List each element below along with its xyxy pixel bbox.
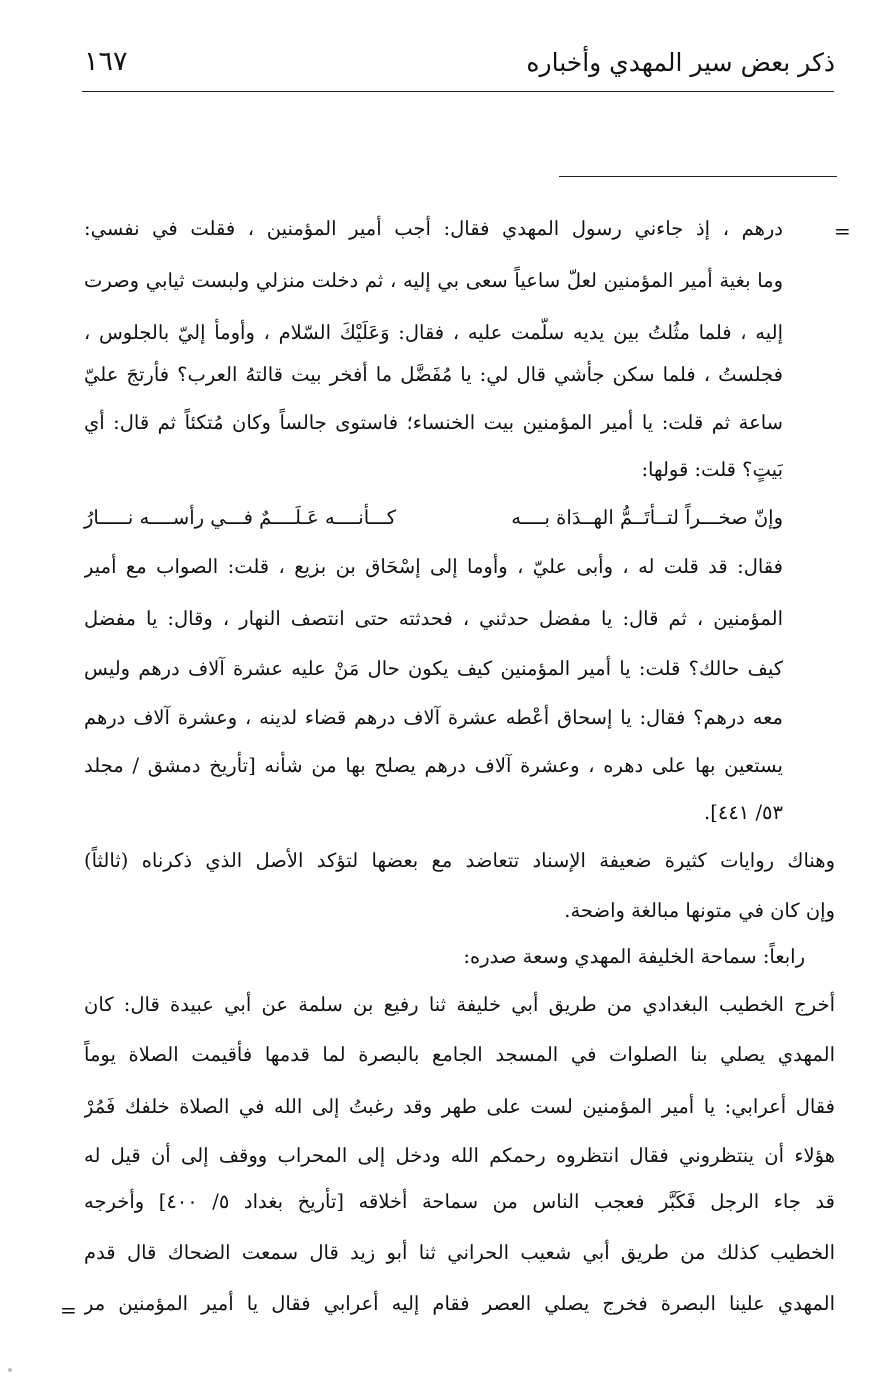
body-line: المهدي يصلي بنا الصلوات في المسجد الجامع بالبصرة لما قدمها فأُقيمت الصلاة يوماً: [84, 1043, 835, 1066]
footnote-line: فجلستُ ، فلما سكن جأشي قال لي: يا مُفَضَّل ما أفخر بيت قالتهُ العرب؟ فأرتجَ عليّ: [84, 363, 783, 386]
footnote-line: فقال: قد قلت له ، وأبى عليّ ، وأوما إلى إسْحَاق بن بزيع ، قلت: الصواب مع أمير: [84, 555, 783, 578]
page-continuation-mark: =: [60, 1298, 77, 1322]
body-line: المهدي علينا البصرة فخرج يصلي العصر فقام إليه أعرابي فقال يا أمير المؤمنين مر: [84, 1292, 835, 1315]
header-rule: [82, 91, 834, 92]
footnote-line: ساعة ثم قلت: يا أمير المؤمنين بيت الخنساء؛ فاستوى جالساً وكان مُتكئاً ثم قال: أي: [84, 411, 783, 434]
footnote-line: كيف حالك؟ قلت: يا أمير المؤمنين كيف يكون حال مَنْ عليه عشرة آلاف درهم وليس: [84, 657, 783, 680]
body-line: وإن كان في متونها مبالغة واضحة.: [564, 899, 835, 922]
footnote-line: إليه ، فلما مثُلتُ بين يديه سلّمت عليه ، فقال: وَعَلَيْكَ السّلام ، وأومأ إليّ بالجلوس ،: [84, 321, 783, 344]
footnote-continuation-mark: =: [834, 219, 851, 243]
poem-verse: [84, 503, 783, 533]
section-heading: رابعاً: سماحة الخليفة المهدي وسعة صدره:: [463, 945, 805, 968]
body-line: فقال أعرابي: يا أمير المؤمنين لست على طهر وقد رغبتُ إلى الله في الصلاة خلفك فَمُرْ: [84, 1095, 835, 1118]
footnote-line: معه درهم؟ فقال: يا إسحاق أعْطه عشرة آلاف درهم قضاء لدينه ، وعشرة آلاف درهم: [84, 706, 783, 729]
body-line: أخرج الخطيب البغدادي من طريق أبي خليفة ثنا رفيع بن سلمة عن أبي عبيدة قال: كان: [84, 993, 835, 1016]
body-line: الخطيب كذلك من طريق أبي شعيب الحراني ثنا أبو زيد قال سمعت الضحاك قال قدم: [84, 1241, 835, 1264]
verse-first-hemistich: وإنّ صخـــراً لتــأتَــمُّ الهــدَاة بــــه: [511, 506, 783, 529]
footnote-line: درهم ، إذ جاءني رسول المهدي فقال: أجب أمير المؤمنين ، فقلت في نفسي:: [84, 217, 783, 240]
body-line: هؤلاء أن ينتظروني فقال انتظروه رحمكم الله ودخل إلى المحراب ووقف إلى أن قيل له: [84, 1144, 835, 1167]
page-number: ١٦٧: [84, 46, 128, 77]
footnote-rule: [559, 176, 837, 177]
footnote-line: يستعين بها على دهره ، وعشرة آلاف درهم يصلح بها من شأنه [تأريخ دمشق / مجلد: [84, 754, 783, 777]
body-line: وهناك روايات كثيرة ضعيفة الإسناد تتعاضد مع بعضها لتؤكد الأصل الذي ذكرناه (ثالثاً): [84, 849, 835, 872]
footnote-line: بَيتٍ؟ قلت: قولها:: [641, 458, 783, 481]
body-line: قد جاء الرجل فَكَبَّر فعجب الناس من سماحة أخلاقه [تأريخ بغداد ٥/ ٤٠٠] وأخرجه: [84, 1190, 835, 1213]
running-header-title: ذكر بعض سير المهدي وأخباره: [526, 48, 835, 77]
scan-speck: [8, 1368, 12, 1372]
footnote-line: ٥٣/ ٤٤١].: [704, 801, 783, 824]
verse-second-hemistich: كـــأنــــه عَـلَــــمٌ فـــي رأســــه نـــــارُ: [84, 506, 397, 529]
footnote-line: وما بغية أمير المؤمنين لعلّ ساعياً سعى بي إليه ، ثم دخلت منزلي ولبست ثيابي وصرت: [84, 269, 783, 292]
footnote-line: المؤمنين ، ثم قال: يا مفضل حدثني ، فحدثته حتى انتصف النهار ، وقال: يا مفضل: [84, 607, 783, 630]
